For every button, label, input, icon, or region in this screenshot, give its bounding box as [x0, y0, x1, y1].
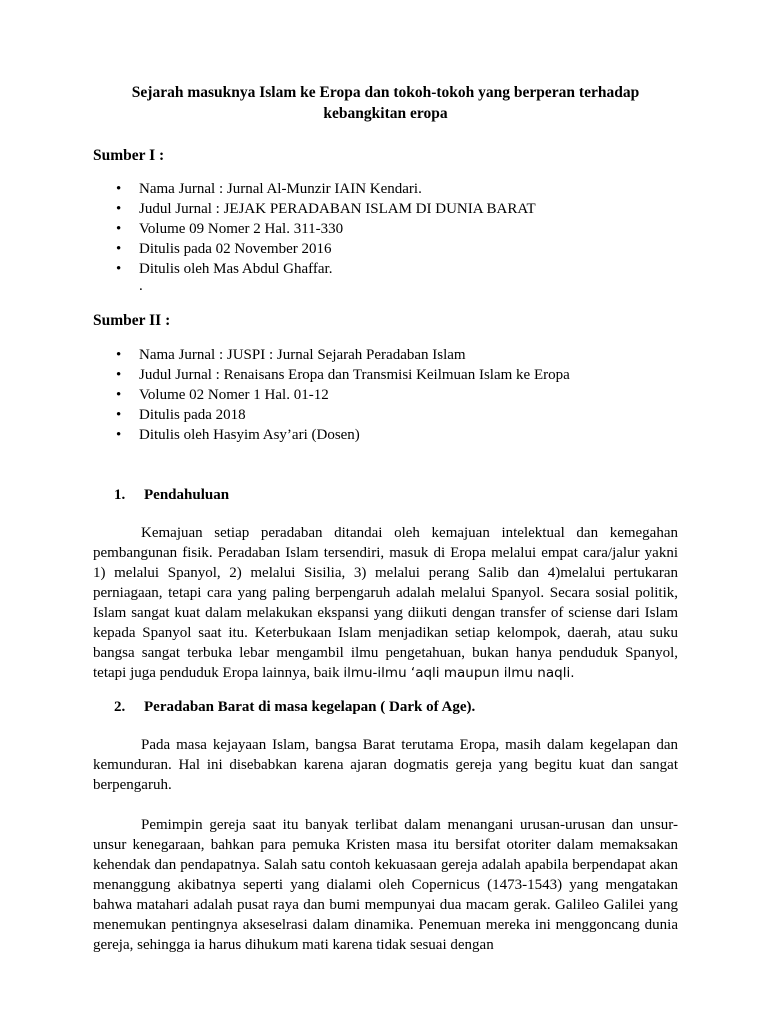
source-2-heading: Sumber II :	[93, 312, 171, 329]
section-1-paragraph	[93, 523, 678, 683]
trailing-dot: .	[139, 278, 143, 294]
section-1-number: 1.	[114, 487, 126, 503]
list-item: • Ditulis oleh Mas Abdul Ghaffar.	[93, 259, 678, 279]
list-item: • Volume 02 Nomer 1 Hal. 01-12	[93, 385, 678, 405]
list-item: • Nama Jurnal : Jurnal Al-Munzir IAIN Kendari.	[93, 179, 678, 199]
section-2-heading	[93, 697, 678, 717]
list-item: • Judul Jurnal : Renaisans Eropa dan Transmisi Keilmuan Islam ke Eropa	[93, 365, 678, 385]
list-item: • Judul Jurnal : JEJAK PERADABAN ISLAM DI DUNIA BARAT	[93, 199, 678, 219]
section-2-title: Peradaban Barat di masa kegelapan ( Dark of Age).	[144, 699, 476, 715]
source-1-heading: Sumber I :	[93, 147, 165, 164]
section-2-paragraph-2: Pemimpin gereja saat itu banyak terlibat dalam menangani urusan-urusan dan unsur-unsur kenegaraan, bahkan para pemuka Kristen masa itu bersifat otoriter dalam memaksakan kehendak dan pendapatnya. Salah satu contoh kekuasaan gereja adalah apabila berpendapat akan menanggung akibatnya seperti yang dialami oleh Copernicus (1473-1543) yang mengatakan bahwa matahari adalah pusat raya dan bumi mempunyai dua macam gerak. Galileo Galilei yang menemukan pentingnya akseselrasi dalam dinamika. Penemuan mereka ini menggoncang dunia gereja, sehingga ia harus dihukum mati karena tidak sesuai dengan	[93, 817, 678, 953]
document-title: Sejarah masuknya Islam ke Eropa dan tokoh-tokoh yang berperan terhadap kebangkitan eropa	[131, 84, 640, 122]
list-item: • Ditulis pada 02 November 2016	[93, 239, 678, 259]
list-item: • Nama Jurnal : JUSPI : Jurnal Sejarah Peradaban Islam	[93, 345, 678, 365]
section-2-number: 2.	[114, 699, 126, 715]
section-1-heading	[93, 485, 678, 505]
list-item: • Ditulis pada 2018	[93, 405, 678, 425]
paragraph-tail: ilmu-ilmu ‘aqli maupun ilmu naqli.	[343, 665, 575, 681]
source-2-list	[93, 345, 678, 445]
source-1-list	[93, 179, 678, 279]
paragraph-text: Kemajuan setiap peradaban ditandai oleh kemajuan intelektual dan kemegahan pembangunan fisik. Peradaban Islam tersendiri, masuk di Eropa melalui empat cara/jalur yakni 1) melalui Spanyol, 2) melalui Sisilia, 3) melalui perang Salib dan 4)melalui pertukaran perniagaan, tetapi cara yang paling berpengaruh adalah melalui Spanyol. Secara sosial politik, Islam sangat kuat dalam melakukan ekspansi yang diikuti dengan transfer of sciense dari Islam kepada Spanyol saat itu. Keterbukaan Islam menjadikan setiap kelompok, daerah, atau suku bangsa sangat terbuka lebar mengambil ilmu pengetahuan, bukan hanya penduduk Spanyol, tetapi juga penduduk Eropa lainnya, baik	[93, 525, 678, 681]
list-item: • Volume 09 Nomer 2 Hal. 311-330	[93, 219, 678, 239]
list-item: • Ditulis oleh Hasyim Asy’ari (Dosen)	[93, 425, 678, 445]
section-1-title: Pendahuluan	[144, 487, 230, 503]
section-2-paragraph-1: Pada masa kejayaan Islam, bangsa Barat terutama Eropa, masih dalam kegelapan dan kemunduran. Hal ini disebabkan karena ajaran dogmatis gereja yang begitu kuat dan sangat berpengaruh.	[93, 737, 678, 793]
